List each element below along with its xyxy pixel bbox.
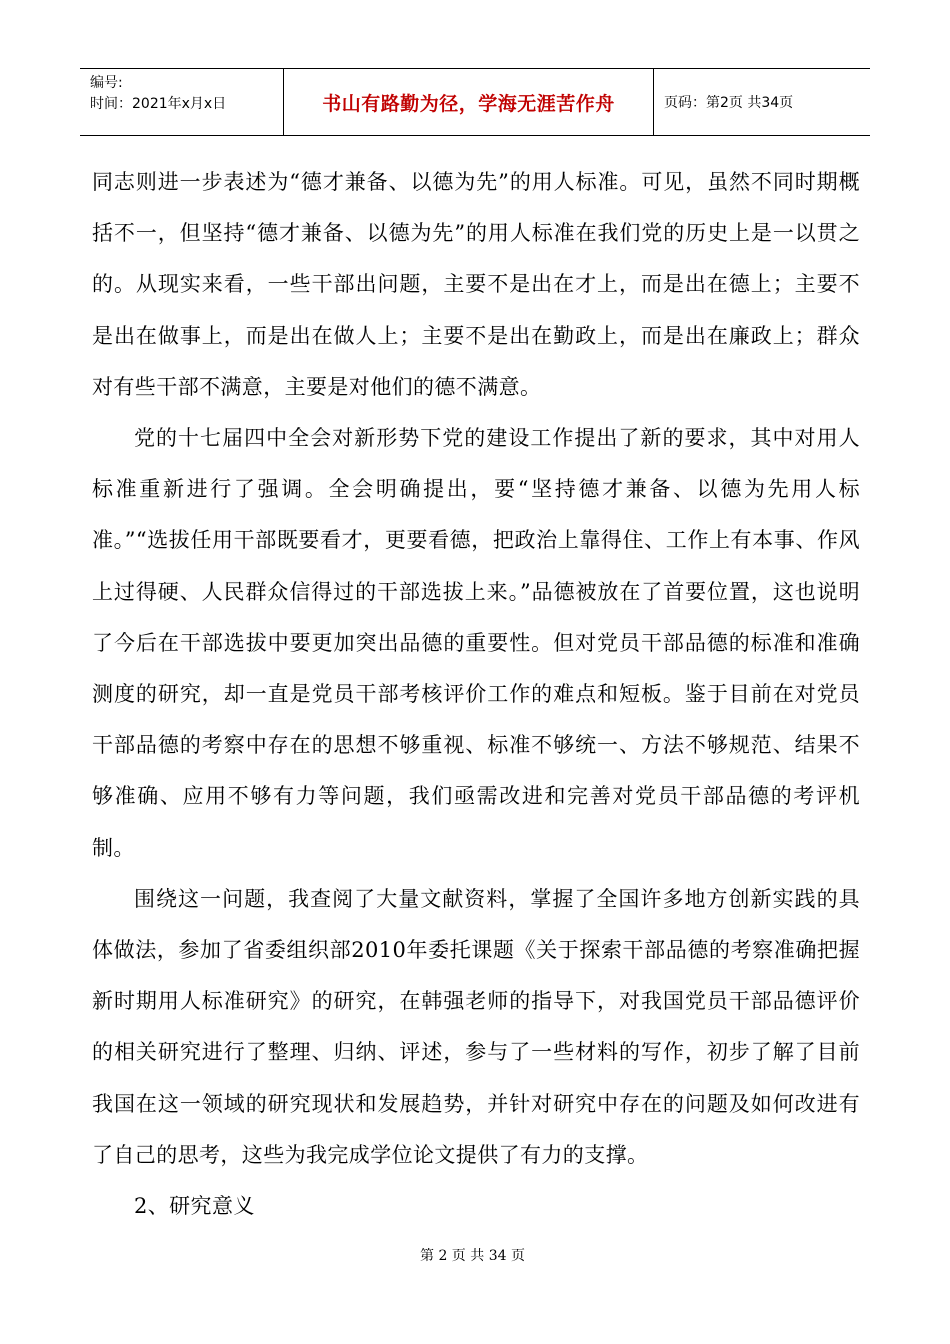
footer-page-number: 第 2 页 共 34 页 — [420, 1248, 525, 1264]
page-footer — [0, 1245, 950, 1265]
time-label: 时间：2021年x月x日 — [90, 96, 227, 112]
number-label: 编号: — [90, 75, 123, 91]
page-info-text: 页码：第2页 共34页 — [664, 95, 794, 111]
document-body — [92, 157, 860, 1232]
section-heading: 2、研究意义 — [134, 1194, 255, 1219]
document-header — [80, 68, 870, 136]
motto-text: 书山有路勤为径，学海无涯苦作舟 — [322, 92, 615, 115]
header-meta — [80, 69, 284, 135]
paragraph: 党的十七届四中全会对新形势下党的建设工作提出了新的要求，其中对用人标准重新进行了强调。全会明确提出，要“坚持德才兼备、以德为先用人标准。”“选拔任用干部既要看才，更要看德，把政治上靠得住、工作上有本事、作风上过得硬、人民群众信得过的干部选拔上来。”品德被放在了首要位置，这也说明了今后在干部选拔中要更加突出品德的重要性。但对党员干部品德的标准和准确测度的研究，却一直是党员干部考核评价工作的难点和短板。鉴于目前在对党员干部品德的考察中存在的思想不够重视、标准不够统一、方法不够规范、结果不够准确、应用不够有力等问题，我们亟需改进和完善对党员干部品德的考评机制。 — [92, 426, 860, 860]
paragraph: 围绕这一问题，我查阅了大量文献资料，掌握了全国许多地方创新实践的具体做法，参加了省委组织部2010年委托课题《关于探索干部品德的考察准确把握新时期用人标准研究》的研究，在韩强老师的指导下，对我国党员干部品德评价的相关研究进行了整理、归纳、评述，参与了一些材料的写作，初步了解了目前我国在这一领域的研究现状和发展趋势，并针对研究中存在的问题及如何改进有了自己的思考，这些为我完成学位论文提供了有力的支撑。 — [92, 886, 860, 1167]
header-page-info — [654, 69, 870, 135]
header-motto — [284, 69, 654, 135]
paragraph: 同志则进一步表述为“德才兼备、以德为先”的用人标准。可见，虽然不同时期概括不一，但坚持“德才兼备、以德为先”的用人标准在我们党的历史上是一以贯之的。从现实来看，一些干部出问题，主要不是出在才上，而是出在德上；主要不是出在做事上，而是出在做人上；主要不是出在勤政上，而是出在廉政上；群众对有些干部不满意，主要是对他们的德不满意。 — [92, 170, 860, 399]
